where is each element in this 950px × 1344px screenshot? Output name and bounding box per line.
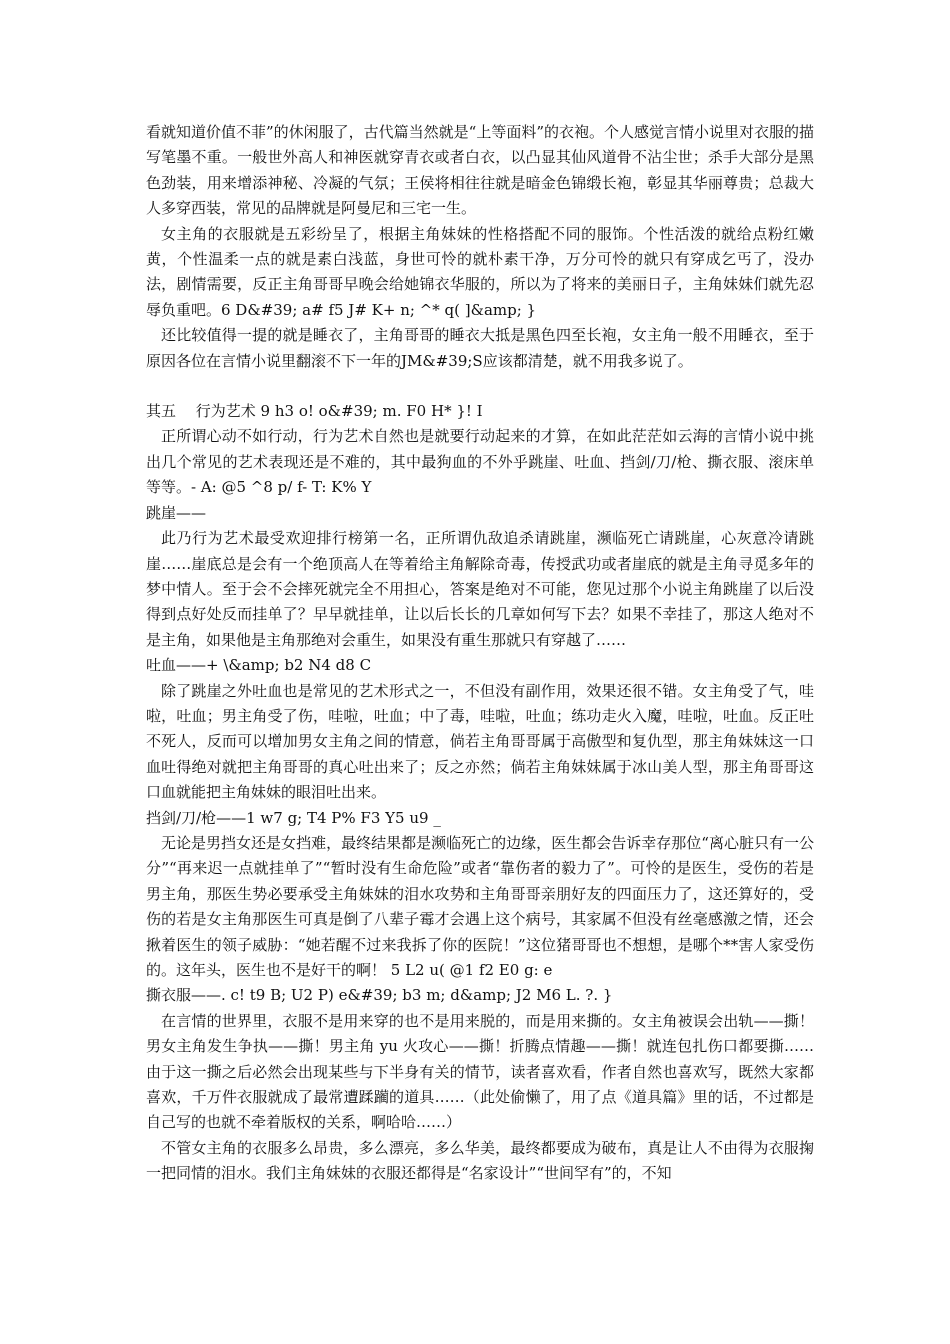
paragraph-behavior-art-intro: 正所谓心动不如行动，行为艺术自然也是就要行动起来的才算，在如此茫茫如云海的言情小说中挑出几个常见的艺术表现还是不难的，其中最狗血的不外乎跳崖、吐血、挡剑/刀/枪、撕衣服、滚床单等等。- A: @5 ^8 p/ f- T: K% Y xyxy=(146,427,814,497)
subheading-tear-clothes: 撕衣服——. c! t9 B; U2 P) e&#39; b3 m; d&amp; J2 M6 L. ?. } xyxy=(146,986,613,1005)
section-heading-behavior-art: 其五 行为艺术 9 h3 o! o&#39; m. F0 H* }! I xyxy=(146,402,483,421)
paragraph-tear-clothes: 在言情的世界里，衣服不是用来穿的也不是用来脱的，而是用来撕的。女主角被误会出轨——撕！男女主角发生争执——撕！男主角 yu 火攻心——撕！折腾点情趣——撕！就连包扎伤口都要撕……由于这一撕之后必然会出现某些与下半身有关的情节，读者喜欢看，作者自然也喜欢写，既然大家都喜欢，千万件衣服就成了最常遭蹂躏的道具……（此处偷懒了，用了点《道具篇》里的话，不过都是自己写的也就不牵着版权的关系，啊哈哈……） xyxy=(146,1011,814,1132)
paragraph-vomit-blood: 除了跳崖之外吐血也是常见的艺术形式之一，不但没有副作用，效果还很不错。女主角受了气，哇啦，吐血；男主角受了伤，哇啦，吐血；中了毒，哇啦，吐血；练功走火入魔，哇啦，吐血。反正吐不死人，反而可以增加男女主角之间的情意，倘若主角哥哥属于高傲型和复仇型，那主角妹妹这一口血吐得绝对就把主角哥哥的真心吐出来了；反之亦然；倘若主角妹妹属于冰山美人型，那主角哥哥这口血就能把主角妹妹的眼泪吐出来。 xyxy=(146,681,814,802)
subheading-vomit-blood: 吐血——+ \&amp; b2 N4 d8 C xyxy=(146,656,372,675)
subheading-block-weapon: 挡剑/刀/枪——1 w7 g; T4 P% F3 Y5 u9 _ xyxy=(146,808,441,827)
paragraph-heroine-clothes: 女主角的衣服就是五彩纷呈了，根据主角妹妹的性格搭配不同的服饰。个性活泼的就给点粉红嫩黄，个性温柔一点的就是素白浅蓝，身世可怜的就朴素干净，万分可怜的就只有穿成乞丐了，没办法，剧情需要，反正主角哥哥早晚会给她锦衣华服的，所以为了将来的美丽日子，主角妹妹们就先忍辱负重吧。6 D&#39; a# f5 J# K+ n; ^* q( ]&amp; } xyxy=(146,224,814,319)
paragraph-gap xyxy=(146,374,814,399)
paragraph-block-weapon: 无论是男挡女还是女挡难，最终结果都是濒临死亡的边缘，医生都会告诉幸存那位“离心脏只有一公分”“再来迟一点就挂单了”“暂时没有生命危险”或者“靠伤者的毅力了”。可怜的是医生，受伤的若是男主角，那医生势必要承受主角妹妹的泪水攻势和主角哥哥亲朋好友的四面压力了，这还算好的，受伤的若是女主角那医生可真是倒了八辈子霉才会遇上这个病号，其家属不但没有丝毫感激之情，还会揪着医生的领子威胁：“她若醒不过来我拆了你的医院！”这位猪哥哥也不想想，是哪个**害人家受伤的。这年头，医生也不是好干的啊！ 5 L2 u( @1 f2 E0 g: e xyxy=(146,833,814,979)
paragraph-expensive-clothes: 不管女主角的衣服多么昂贵，多么漂亮，多么华美，最终都要成为破布，真是让人不由得为衣服掬一把同情的泪水。我们主角妹妹的衣服还都得是“名家设计”“世间罕有”的，不知 xyxy=(146,1138,814,1183)
paragraph-clothing-intro: 看就知道价值不菲”的休闲服了，古代篇当然就是“上等面料”的衣袍。个人感觉言情小说里对衣服的描写笔墨不重。一般世外高人和神医就穿青衣或者白衣，以凸显其仙风道骨不沾尘世；杀手大部分是黑色劲装，用来增添神秘、冷凝的气氛；王侯将相往往就是暗金色锦缎长袍，彰显其华丽尊贵；总裁大人多穿西装，常见的品牌就是阿曼尼和三宅一生。 xyxy=(146,123,815,218)
paragraph-pajamas: 还比较值得一提的就是睡衣了，主角哥哥的睡衣大抵是黑色四至长袍，女主角一般不用睡衣，至于原因各位在言情小说里翻滚不下一年的JM&#39;S应该都清楚，就不用我多说了。 xyxy=(146,326,814,370)
paragraph-cliff-jump: 此乃行为艺术最受欢迎排行榜第一名，正所谓仇敌追杀请跳崖，濒临死亡请跳崖，心灰意冷请跳崖……崖底总是会有一个绝顶高人在等着给主角解除奇毒，传授武功或者崖底的就是主角寻觅多年的梦中情人。至于会不会摔死就完全不用担心，答案是绝对不可能，您见过那个小说主角跳崖了以后没得到点好处反而挂单了？早早就挂单，让以后长长的几章如何写下去？如果不幸挂了，那这人绝对不是主角，如果他是主角那绝对会重生，如果没有重生那就只有穿越了…… xyxy=(146,529,814,649)
document-page xyxy=(146,120,814,1187)
subheading-cliff-jump: 跳崖—— xyxy=(146,503,207,522)
